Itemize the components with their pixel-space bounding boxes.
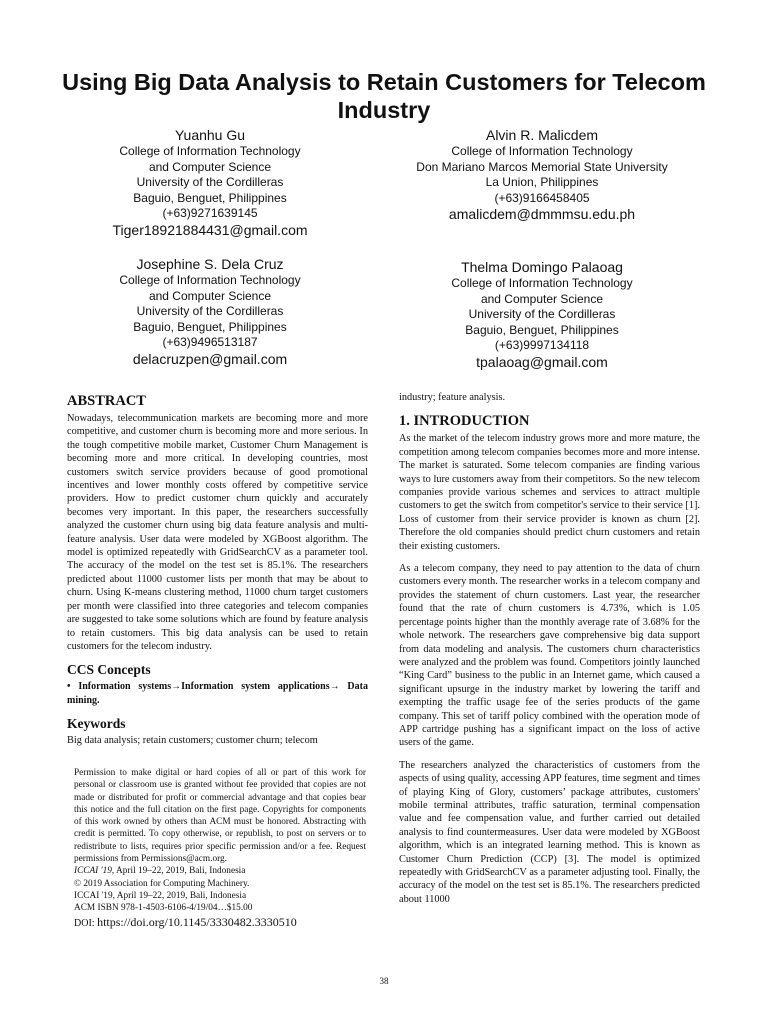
- conference-line: [74, 865, 366, 877]
- author-email: tpalaoag@gmail.com: [476, 353, 608, 370]
- author-affiliation-line: La Union, Philippines: [485, 175, 599, 189]
- right-column: [399, 391, 700, 906]
- author-name: Thelma Domingo Palaoag: [461, 259, 623, 275]
- author-affiliation-line: Don Mariano Marcos Memorial State University: [416, 159, 668, 174]
- author-block-2: [392, 126, 692, 223]
- conference-name: ICCAI '19: [74, 866, 112, 877]
- intro-paragraph-1: As the market of the telecom industry grows more and more mature, the competition among telecom companies becomes more and more intense. The market is saturated. Some telecom companies are finding various ways to lure customers away from their competitors. So the new telecom companies provide various schemes and services to attract multiple customers to get the switch from competitor's service to their service [1]. Loss of customer from their service provider is known as churn [2]. Therefore the old companies should predict churn customers and retain their existing customers.: [399, 433, 700, 552]
- paper-title: Using Big Data Analysis to Retain Customers for Telecom Industry: [62, 69, 706, 123]
- abstract-text: Nowadays, telecommunication markets are becoming more and more competitive, and customer churn is becoming more and more serious. In the tough competitive mobile market, Customer Churn Management is becoming more and more critical. In developing countries, most customers switch service providers because of good promotional incentives and lower monthly costs offered by competitive service providers. How to predict customer churn quickly and accurately becomes very important. In this paper, the researchers successfully analyzed the customer churn using big data feature analysis and multi-feature analysis. User data were modeled by XGBoost algorithm. The model is optimized repeatedly with GridSearchCV as a parameter tool. The accuracy of the model on the test set is 85.1%. The researchers predicted about 11000 customer lists per month that may be about to churn. Using K-means clustering method, 11000 churn target customers per month were classified into three categories and telecom companies are suggested to take some solutions which are found by feature analysis to retain customers. This big data analysis can be used to retain customers for the telecom industry.: [67, 413, 368, 652]
- author-affiliation-line: and Computer Science: [148, 288, 272, 303]
- keywords-text: Big data analysis; retain customers; customer churn; telecom: [67, 735, 318, 747]
- author-affiliation-line: University of the Cordilleras: [468, 307, 616, 321]
- author-block-1: [60, 126, 360, 239]
- permission-block: [74, 767, 366, 931]
- author-name: Josephine S. Dela Cruz: [136, 256, 284, 272]
- isbn-line: ACM ISBN 978-1-4503-6106-4/19/04…$15.00: [74, 903, 253, 914]
- ccs-text: • Information systems→Information system applications→ Data mining.: [67, 681, 368, 706]
- author-email: amalicdem@dmmmsu.edu.ph: [448, 206, 636, 222]
- author-email: delacruzpen@gmail.com: [132, 350, 288, 367]
- author-affiliation-line: College of Information Technology: [119, 273, 301, 287]
- conference-line-plain: ICCAI '19, April 19–22, 2019, Bali, Indonesia: [74, 890, 247, 901]
- intro-paragraph-3: The researchers analyzed the characteristics of customers from the aspects of using quality, accessing APP features, time segment and times of playing King of Glory, customers’ package attributes, customers' mobile terminal attributes, traffic saturation, terminal compensation value and fee compensation value, and further carried out detailed analysis to find countermeasures. User data were modeled by XGBoost algorithm, which is an integrated learning method. This is known as Customer Churn Prediction (CCP) [3]. The model is optimized repeatedly with GridSearchCV as a parameter adjusting tool. Finally, the accuracy of the model on the test set is 85.1%. The researchers predicted about 11000: [399, 759, 700, 905]
- doi-link[interactable]: https://doi.org/10.1145/3330482.3330510: [97, 914, 297, 929]
- author-affiliation-line: University of the Cordilleras: [136, 175, 284, 189]
- page-number: 38: [379, 976, 389, 986]
- author-phone: (+63)9496513187: [162, 335, 258, 349]
- doi-label: DOI:: [74, 917, 98, 929]
- author-affiliation-line: College of Information Technology: [451, 276, 633, 290]
- author-phone: (+63)9166458405: [494, 190, 590, 205]
- doi-line: [74, 915, 366, 931]
- author-block-4: [392, 258, 692, 371]
- author-affiliation-line: and Computer Science: [148, 159, 272, 174]
- author-affiliation-line: Baguio, Benguet, Philippines: [465, 322, 619, 337]
- copyright-line: © 2019 Association for Computing Machinery.: [74, 878, 250, 889]
- conference-date: , April 19–22, 2019, Bali, Indonesia: [111, 866, 246, 877]
- author-affiliation-line: University of the Cordilleras: [136, 304, 284, 318]
- ccs-heading: CCS Concepts: [67, 662, 151, 678]
- author-phone: (+63)9271639145: [162, 206, 258, 220]
- author-block-3: [60, 255, 360, 368]
- author-email: Tiger18921884431@gmail.com: [112, 221, 308, 238]
- intro-paragraph-2: As a telecom company, they need to pay attention to the data of churn customers every month. The researcher works in a telecom company and provides the statement of churn customers. Last year, the researcher found that the rate of churn customers is 4.73%, which is 1.05 percentage points higher than the monthly average rate of 3.68% for the whole network. The researchers gave comprehensive big data support from data modeling and analysis. The customers churn characteristics were analyzed and the problem was found. Competitors jointly launched “King Card” business to the public in an Internet game, which caused a significant upsurge in the industry market by lowering the tariff and exempting the traffic usage fee of the series products of the game company. This set of tariff policy combined with the operation mode of APP cartridge pushing has a significant impact on the loss of active users of the game.: [399, 563, 700, 749]
- abstract-heading: ABSTRACT: [67, 393, 146, 409]
- keywords-heading: Keywords: [67, 716, 126, 732]
- author-affiliation-line: and Computer Science: [480, 291, 604, 306]
- author-phone: (+63)9997134118: [494, 338, 590, 352]
- author-affiliation-line: Baguio, Benguet, Philippines: [133, 319, 287, 334]
- keywords-continuation: industry; feature analysis.: [399, 392, 506, 403]
- author-affiliation-line: College of Information Technology: [451, 144, 633, 158]
- author-affiliation-line: Baguio, Benguet, Philippines: [133, 190, 287, 205]
- author-name: Yuanhu Gu: [174, 127, 246, 143]
- left-column: [67, 393, 368, 748]
- introduction-heading: 1. INTRODUCTION: [399, 413, 530, 430]
- author-name: Alvin R. Malicdem: [485, 127, 599, 143]
- permission-text: Permission to make digital or hard copies of all or part of this work for personal or classroom use is granted without fee provided that copies are not made or distributed for profit or commercial advantage and that copies bear this notice and the full citation on the first page. Copyrights for components of this work owned by others than ACM must be honored. Abstracting with credit is permitted. To copy otherwise, or republish, to post on servers or to redistribute to lists, requires prior specific permission and/or a fee. Request permissions from Permissions@acm.org.: [74, 768, 366, 865]
- author-affiliation-line: College of Information Technology: [119, 144, 301, 158]
